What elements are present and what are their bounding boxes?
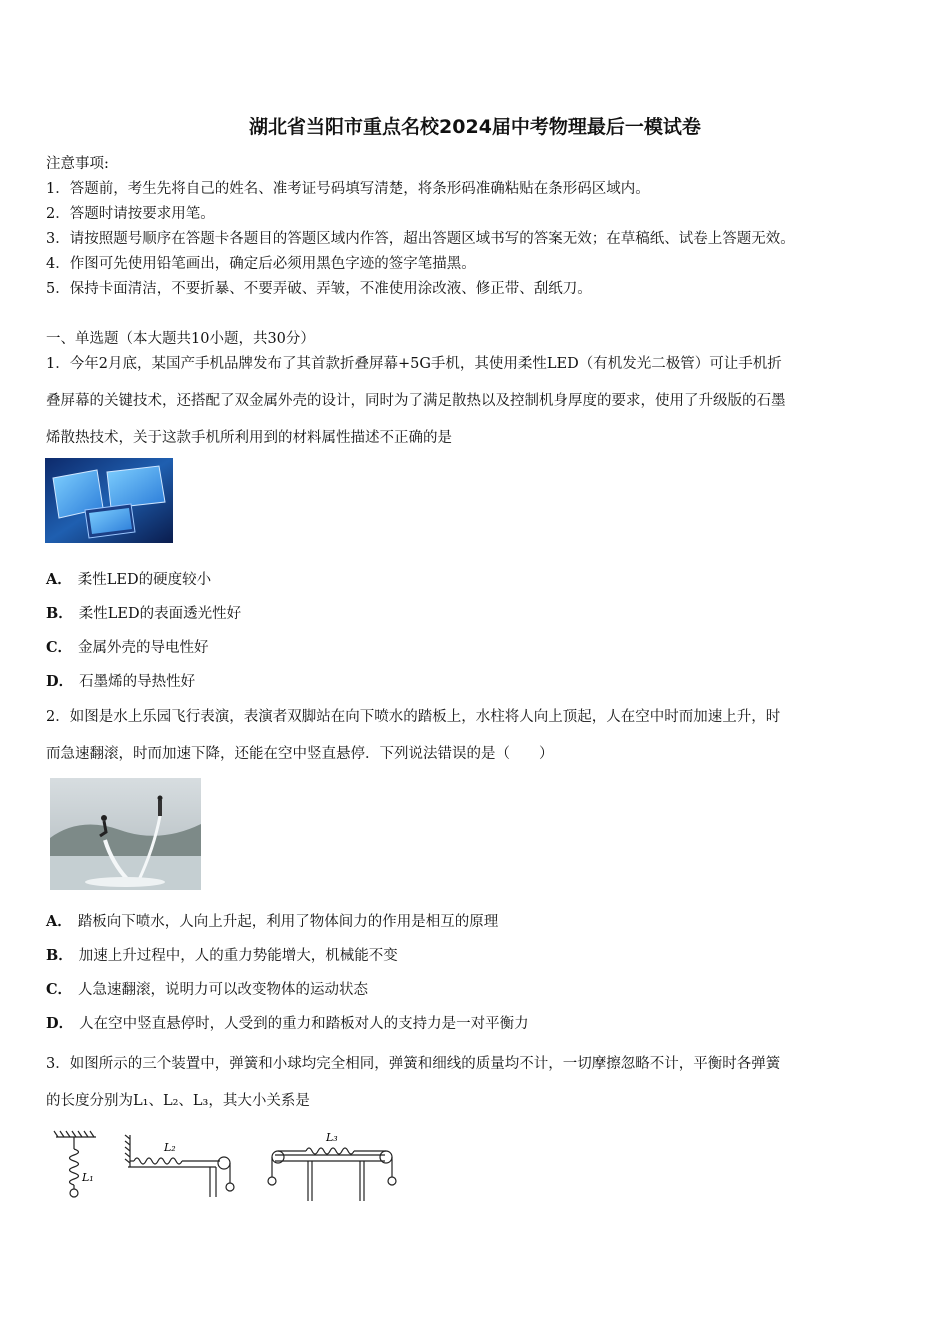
question-2-line: 而急速翻滚，时而加速下降，还能在空中竖直悬停．下列说法错误的是（ ） xyxy=(46,746,554,762)
question-1-line: 烯散热技术，关于这款手机所利用到的材料属性描述不正确的是 xyxy=(46,430,452,446)
label-l1: L₁ xyxy=(82,1171,94,1184)
flyboard-photo xyxy=(50,778,201,890)
foldable-phone-image xyxy=(45,458,173,543)
notice-heading: 注意事项: xyxy=(46,156,109,172)
question-1-option-c: C． 金属外壳的导电性好 xyxy=(46,639,209,656)
question-1-option-a: A． 柔性LED的硬度较小 xyxy=(46,571,212,588)
notice-item: 5．保持卡面清洁，不要折暴、不要弄破、弄皱，不准使用涂改液、修正带、刮纸刀。 xyxy=(46,281,592,297)
question-2-option-b: B． 加速上升过程中，人的重力势能增大，机械能不变 xyxy=(46,947,398,964)
notice-item: 1．答题前，考生先将自己的姓名、准考证号码填写清楚，将条形码准确粘贴在条形码区域内。 xyxy=(46,181,650,197)
notice-item: 4．作图可先使用铅笔画出，确定后必须用黑色字迹的签字笔描黑。 xyxy=(46,256,476,272)
question-2-line: 2．如图是水上乐园飞行表演，表演者双脚站在向下喷水的踏板上，水柱将人向上顶起，人在空中时而加速上升，时 xyxy=(46,709,781,725)
question-1-option-b: B． 柔性LED的表面透光性好 xyxy=(46,605,242,622)
question-1-option-d: D． 石墨烯的导热性好 xyxy=(46,673,196,690)
question-1-line: 叠屏幕的关键技术，还搭配了双金属外壳的设计，同时为了满足散热以及控制机身厚度的要求，使用了升级版的石墨 xyxy=(46,393,786,409)
label-l3: L₃ xyxy=(326,1131,338,1144)
exam-title: 湖北省当阳市重点名校2024届中考物理最后一模试卷 xyxy=(249,116,701,138)
question-3-line: 的长度分别为L₁、L₂、L₃，其大小关系是 xyxy=(46,1093,310,1109)
spring-devices-diagram xyxy=(50,1125,410,1210)
question-1-line: 1．今年2月底，某国产手机品牌发布了其首款折叠屏幕+5G手机，其使用柔性LED（有机发光二极管）可让手机折 xyxy=(46,356,782,372)
label-l2: L₂ xyxy=(164,1141,176,1154)
question-2-option-d: D． 人在空中竖直悬停时，人受到的重力和踏板对人的支持力是一对平衡力 xyxy=(46,1015,529,1032)
question-2-option-a: A． 踏板向下喷水，人向上升起，利用了物体间力的作用是相互的原理 xyxy=(46,913,499,930)
notice-item: 3．请按照题号顺序在答题卡各题目的答题区域内作答，超出答题区域书写的答案无效；在草稿纸、试卷上答题无效。 xyxy=(46,231,795,247)
question-3-line: 3．如图所示的三个装置中，弹簧和小球均完全相同，弹簧和细线的质量均不计，一切摩擦忽略不计，平衡时各弹簧 xyxy=(46,1056,781,1072)
question-2-option-c: C． 人急速翻滚，说明力可以改变物体的运动状态 xyxy=(46,981,369,998)
section-heading: 一、单选题（本大题共10小题，共30分） xyxy=(46,331,315,347)
notice-item: 2．答题时请按要求用笔。 xyxy=(46,206,215,222)
